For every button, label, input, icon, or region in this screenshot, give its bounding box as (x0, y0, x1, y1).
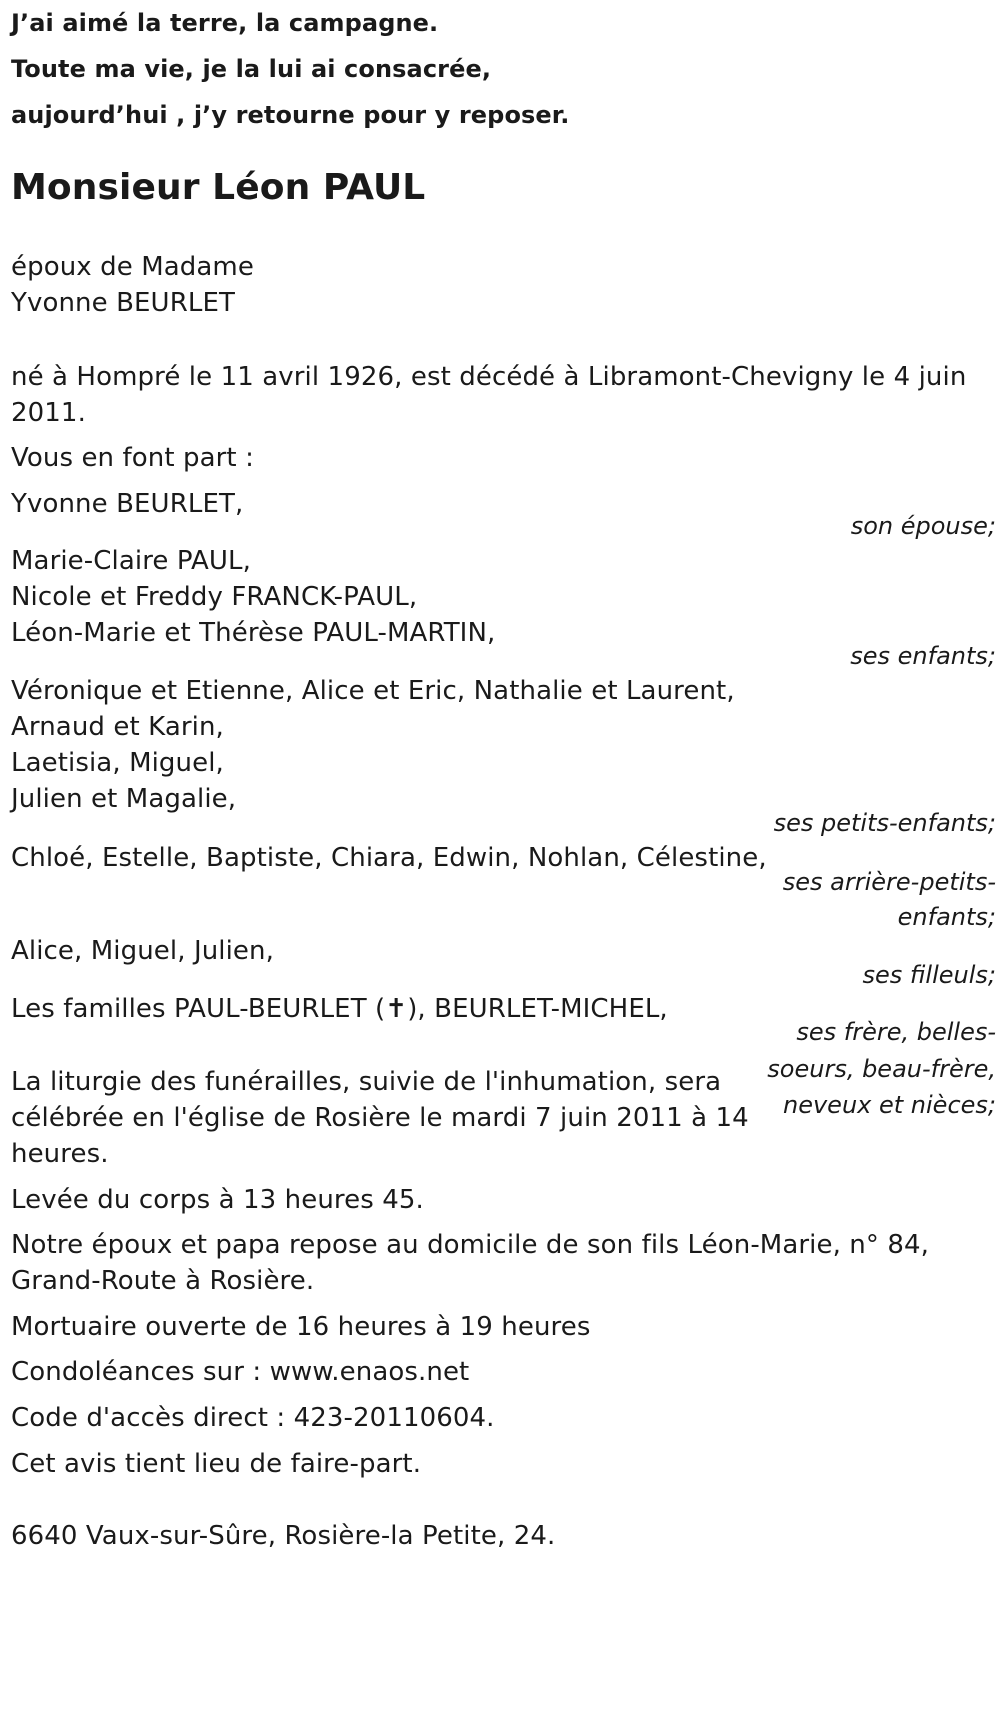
family-familles-role-2: soeurs, beau-frère, (767, 1055, 996, 1083)
address-text: 6640 Vaux-sur-Sûre, Rosière-la Petite, 24. (11, 1521, 556, 1551)
family-arriere-petits-enfants-name: Chloé, Estelle, Baptiste, Chiara, Edwin, Nohlan, Célestine, (11, 843, 767, 873)
family-familles-name: Les familles PAUL-BEURLET (✝), BEURLET-MICHEL, (11, 994, 668, 1024)
family-petits-enfants-role: ses petits-enfants; (773, 809, 996, 837)
family-petits-enfants-name-2: Arnaud et Karin, (11, 712, 224, 742)
family-enfants-name-1: Marie-Claire PAUL, (11, 546, 251, 576)
mortuaire-text: Mortuaire ouverte de 16 heures à 19 heures (11, 1312, 591, 1342)
funeral-line-1: La liturgie des funérailles, suivie de l'inhumation, sera (11, 1067, 722, 1097)
family-enfants-name-2: Nicole et Freddy FRANCK-PAUL, (11, 582, 418, 612)
birth-death-line-1: né à Hompré le 11 avril 1926, est décédé à Libramont-Chevigny le 4 juin (11, 362, 967, 392)
spouse-line-1: époux de Madame (11, 252, 254, 282)
family-familles-role-3: neveux et nièces; (783, 1091, 996, 1119)
family-arriere-petits-enfants-role-1: ses arrière-petits- (782, 868, 996, 896)
deceased-name: Monsieur Léon PAUL (11, 167, 426, 208)
family-petits-enfants-name-3: Laetisia, Miguel, (11, 748, 224, 778)
family-enfants-role: ses enfants; (850, 642, 996, 670)
funeral-line-3: heures. (11, 1139, 109, 1169)
announce-text: Vous en font part : (11, 443, 254, 473)
funeral-line-2: célébrée en l'église de Rosière le mardi 7 juin 2011 à 14 (11, 1103, 749, 1133)
repose-line-2: Grand-Route à Rosière. (11, 1266, 315, 1296)
birth-death-line-2: 2011. (11, 398, 86, 428)
faire-part-text: Cet avis tient lieu de faire-part. (11, 1449, 422, 1479)
family-petits-enfants-name-1: Véronique et Etienne, Alice et Eric, Nathalie et Laurent, (11, 676, 735, 706)
family-epouse-role: son épouse; (850, 512, 996, 540)
epigraph-line-3: aujourd’hui , j’y retourne pour y reposer. (11, 101, 570, 129)
family-filleuls-name: Alice, Miguel, Julien, (11, 936, 274, 966)
family-enfants-name-3: Léon-Marie et Thérèse PAUL-MARTIN, (11, 618, 496, 648)
family-familles-role-1: ses frère, belles- (796, 1018, 996, 1046)
condoleances-text: Condoléances sur : www.enaos.net (11, 1357, 470, 1387)
family-petits-enfants-name-4: Julien et Magalie, (11, 784, 237, 814)
epigraph-line-1: J’ai aimé la terre, la campagne. (11, 9, 439, 37)
spouse-line-2: Yvonne BEURLET (11, 288, 235, 318)
levee-text: Levée du corps à 13 heures 45. (11, 1185, 424, 1215)
family-epouse-name: Yvonne BEURLET, (11, 489, 244, 519)
family-arriere-petits-enfants-role-2: enfants; (897, 903, 996, 931)
epigraph-line-2: Toute ma vie, je la lui ai consacrée, (11, 55, 492, 83)
access-code-text: Code d'accès direct : 423-20110604. (11, 1403, 495, 1433)
family-filleuls-role: ses filleuls; (862, 961, 996, 989)
repose-line-1: Notre époux et papa repose au domicile de son fils Léon-Marie, n° 84, (11, 1230, 929, 1260)
